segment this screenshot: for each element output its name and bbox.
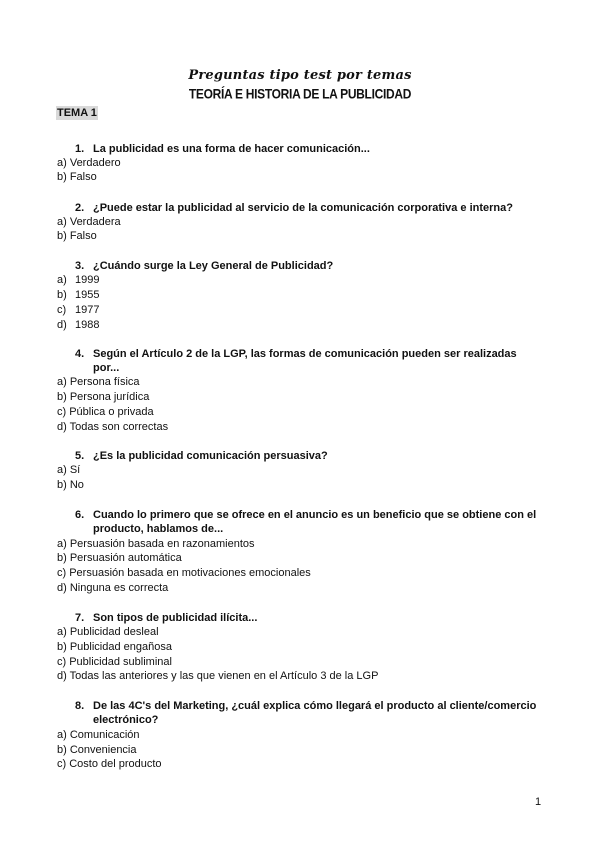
question-3-option-a-value: 1999: [75, 274, 100, 286]
script-title: Preguntas tipo test por temas: [188, 68, 412, 83]
question-2-option-b: b) Falso: [57, 230, 97, 242]
question-1-text: La publicidad es una forma de hacer comunicación...: [93, 143, 370, 155]
question-3-option-b-letter: b): [57, 289, 67, 301]
question-4-text-line-2: por...: [93, 362, 120, 374]
question-7-option-a: a) Publicidad desleal: [57, 626, 159, 638]
question-1-option-b: b) Falso: [57, 171, 97, 183]
question-4-option-b: b) Persona jurídica: [57, 391, 150, 403]
question-1-option-a: a) Verdadero: [57, 157, 121, 169]
question-4-option-a: a) Persona física: [57, 376, 140, 388]
page-number: 1: [535, 796, 542, 808]
question-3-number: 3.: [75, 260, 85, 272]
question-8-text-line-2: electrónico?: [93, 714, 159, 726]
question-3-option-a-letter: a): [57, 274, 67, 286]
question-3-text: ¿Cuándo surge la Ley General de Publicidad?: [93, 260, 334, 272]
question-6-text-line-2: producto, hablamos de...: [93, 523, 224, 535]
main-title: TEORÍA E HISTORIA DE LA PUBLICIDAD: [188, 85, 412, 103]
question-2-option-a: a) Verdadera: [57, 216, 121, 228]
question-5-option-b: b) No: [57, 479, 84, 491]
question-4-option-c: c) Pública o privada: [57, 406, 154, 418]
question-6-text-line-1: Cuando lo primero que se ofrece en el anuncio es un beneficio que se obtiene con el: [93, 509, 537, 521]
question-8-number: 8.: [75, 700, 85, 712]
question-5-text: ¿Es la publicidad comunicación persuasiva?: [93, 450, 328, 462]
question-8-option-a: a) Comunicación: [57, 729, 140, 741]
question-7-option-c: c) Publicidad subliminal: [57, 656, 172, 668]
question-8-option-b: b) Conveniencia: [57, 744, 137, 756]
question-1-number: 1.: [75, 143, 85, 155]
question-3-option-c-letter: c): [57, 304, 67, 316]
question-5-option-a: a) Sí: [57, 464, 81, 476]
question-3-option-a: [57, 273, 99, 287]
question-6-option-c: c) Persuasión basada en motivaciones emocionales: [57, 567, 311, 579]
question-3-option-b: [57, 288, 99, 302]
question-6-option-a: a) Persuasión basada en razonamientos: [57, 538, 255, 550]
question-7-text: Son tipos de publicidad ilícita...: [93, 612, 258, 624]
question-2-number: 2.: [75, 202, 85, 214]
question-4-text-line-1: Según el Artículo 2 de la LGP, las formas de comunicación pueden ser realizadas: [93, 348, 517, 360]
question-6-option-d: d) Ninguna es correcta: [57, 582, 169, 594]
question-7-number: 7.: [75, 612, 85, 624]
question-6-option-b: b) Persuasión automática: [57, 552, 182, 564]
question-2-text: ¿Puede estar la publicidad al servicio de la comunicación corporativa e interna?: [93, 202, 513, 214]
question-3-option-c: [57, 303, 99, 317]
question-7-option-b: b) Publicidad engañosa: [57, 641, 172, 653]
section-label: TEMA 1: [57, 107, 97, 119]
question-3-option-d: [57, 318, 99, 332]
question-7-option-d: d) Todas las anteriores y las que vienen en el Artículo 3 de la LGP: [57, 670, 379, 682]
question-4-number: 4.: [75, 348, 85, 360]
question-8-option-c: c) Costo del producto: [57, 758, 162, 770]
question-5-number: 5.: [75, 450, 85, 462]
question-3-option-d-value: 1988: [75, 319, 100, 331]
question-4-option-d: d) Todas son correctas: [57, 421, 169, 433]
question-8-text-line-1: De las 4C's del Marketing, ¿cuál explica cómo llegará el producto al cliente/comercio: [93, 700, 537, 712]
question-3-option-b-value: 1955: [75, 289, 100, 301]
question-3-option-c-value: 1977: [75, 304, 100, 316]
question-6-number: 6.: [75, 509, 85, 521]
question-3-option-d-letter: d): [57, 319, 67, 331]
